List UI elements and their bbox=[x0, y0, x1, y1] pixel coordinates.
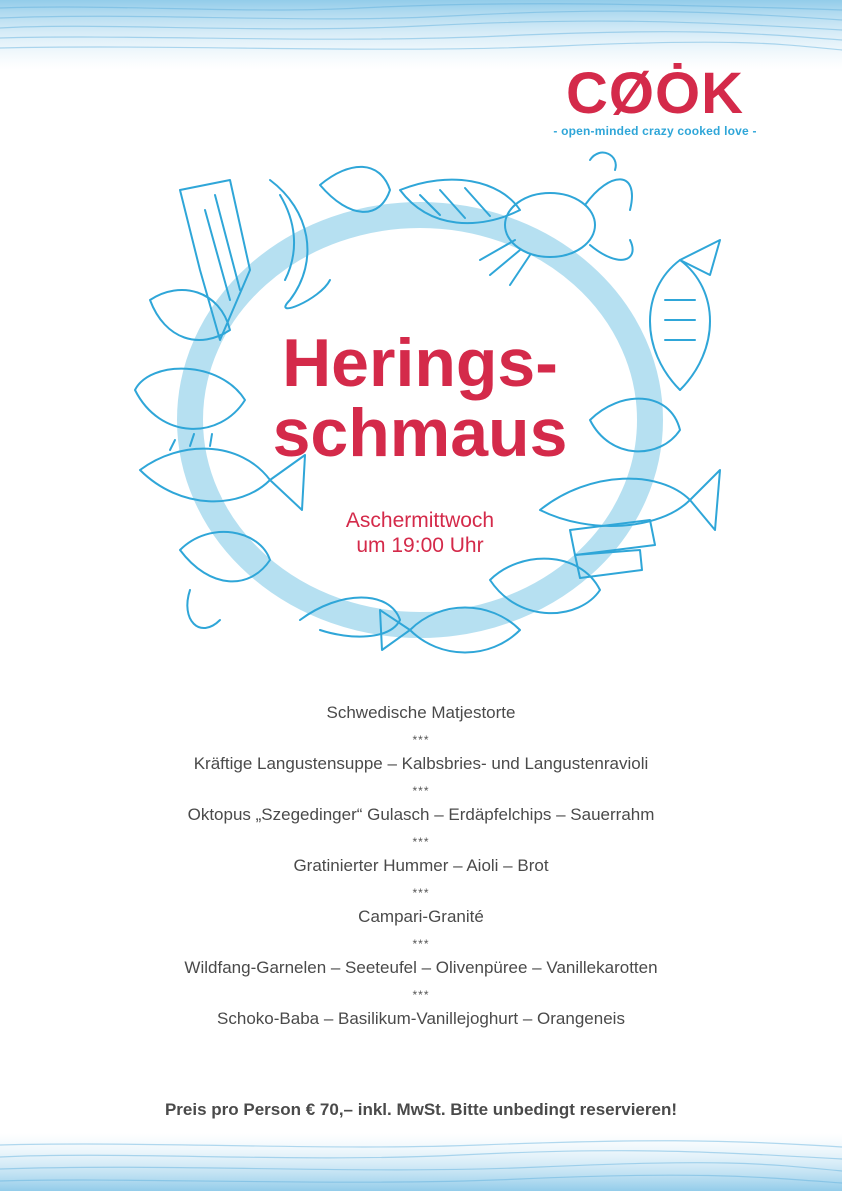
menu-course: Schwedische Matjestorte bbox=[326, 703, 516, 722]
menu-separator: *** bbox=[412, 733, 430, 747]
menu-separator: *** bbox=[412, 784, 430, 798]
menu-course: Kräftige Langustensuppe – Kalbsbries- und Langustenravioli bbox=[193, 754, 649, 773]
watercolor-wave-bottom bbox=[0, 1133, 842, 1191]
menu-course: Schoko-Baba – Basilikum-Vanillejoghurt – Orangeneis bbox=[217, 1009, 625, 1028]
event-line-1: Aschermittwoch bbox=[345, 509, 495, 532]
cook-logo bbox=[550, 62, 760, 138]
menu-course: Campari-Granité bbox=[358, 907, 484, 926]
event-date bbox=[270, 508, 570, 558]
menu-course: Gratinierter Hummer – Aioli – Brot bbox=[293, 856, 549, 875]
event-line-2: um 19:00 Uhr bbox=[356, 534, 484, 557]
menu-separator: *** bbox=[412, 937, 430, 951]
menu-separator: *** bbox=[412, 988, 430, 1002]
price-note: Preis pro Person € 70,– inkl. MwSt. Bitte unbedingt reservieren! bbox=[164, 1100, 678, 1119]
menu-course: Wildfang-Garnelen – Seeteufel – Olivenpüree – Vanillekarotten bbox=[184, 958, 658, 977]
menu-course: Oktopus „Szegedinger“ Gulasch – Erdäpfelchips – Sauerrahm bbox=[187, 805, 655, 824]
menu-separator: *** bbox=[412, 886, 430, 900]
page-title bbox=[220, 325, 620, 471]
logo-tagline: - open-minded crazy cooked love - bbox=[553, 124, 757, 138]
menu-list bbox=[100, 700, 742, 1031]
title-line-2: schmaus bbox=[272, 395, 568, 471]
menu-separator: *** bbox=[412, 835, 430, 849]
title-line-1: Herings- bbox=[282, 325, 558, 401]
logo-wordmark: CØȮK bbox=[566, 61, 744, 126]
watercolor-wave-top bbox=[0, 0, 842, 70]
